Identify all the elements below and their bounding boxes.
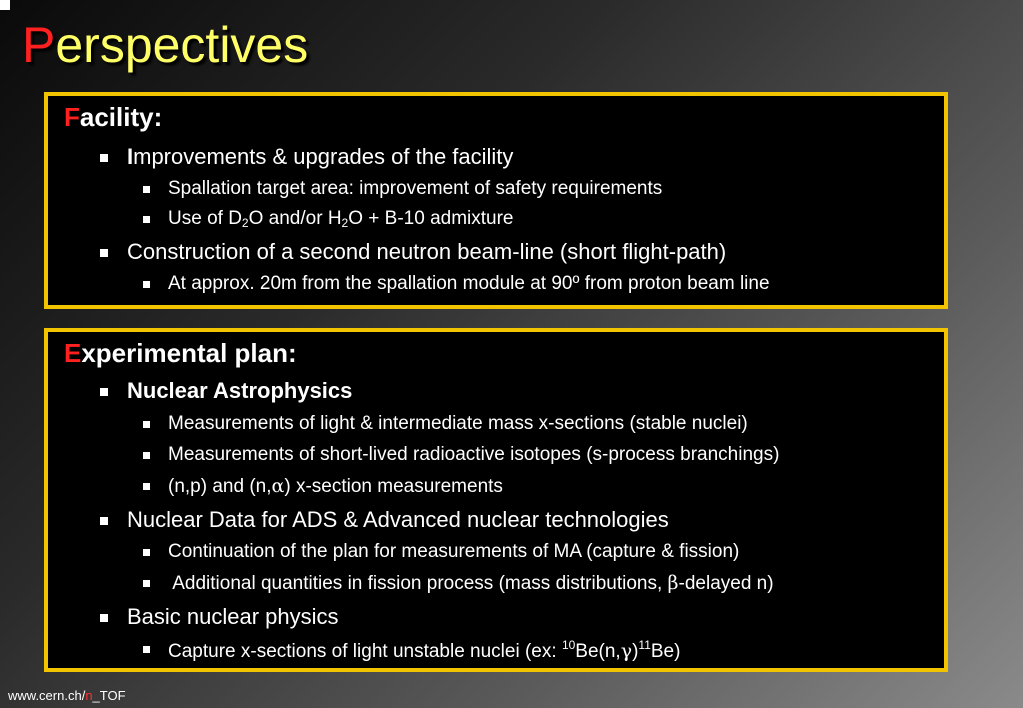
bullet-icon [143,186,150,193]
bullet-icon [143,216,150,223]
bullet-icon [100,388,108,396]
bullet-icon [100,154,108,162]
bullet-icon [143,549,150,556]
facility-heading: Facility: [64,102,163,132]
bullet-icon [143,646,150,653]
bullet-icon [100,517,108,525]
bullet-icon [100,614,108,622]
bullet-icon [143,421,150,428]
experimental-heading: Experimental plan: [64,338,297,368]
bullet-icon [143,281,150,288]
bullet-icon [143,452,150,459]
bullet-icon [143,483,150,490]
bullet-icon [100,249,108,257]
facility-box: Facility: Improvements & upgrades of the facility Spallation target area: improvement of safety requirements Use of $D_2O$ and/or $H_2O + B-10$ admixture Construction of a second neutron beam-line (short flight-path) At approx. 20m from the spallation module at 90º from proton beam line [44,92,948,309]
slide-title: Perspectives [22,17,309,73]
bullet-icon [143,580,150,587]
footer-url[interactable]: www.cern.ch/n_TOF [8,688,126,703]
corner-mark [0,0,10,10]
experimental-plan-box: Experimental plan: Nuclear Astrophysics Measurements of light & intermediate mass x-sections (stable nuclei) Measurements of short-lived radioactive isotopes (s-process branchings) (n,p) and (n,α) x-section measurements Nuclear Data for ADS & Advanced nuclear technologies Continuation of the plan for measurements of MA (capture & fission) Additional quantities in fission process (mass distributions, β-delayed n) Basic nuclear physics Capture x-sections of light unstable nuclei (ex: $^{10}Be(n,\gamma)^{11}Be$) [44,328,948,672]
